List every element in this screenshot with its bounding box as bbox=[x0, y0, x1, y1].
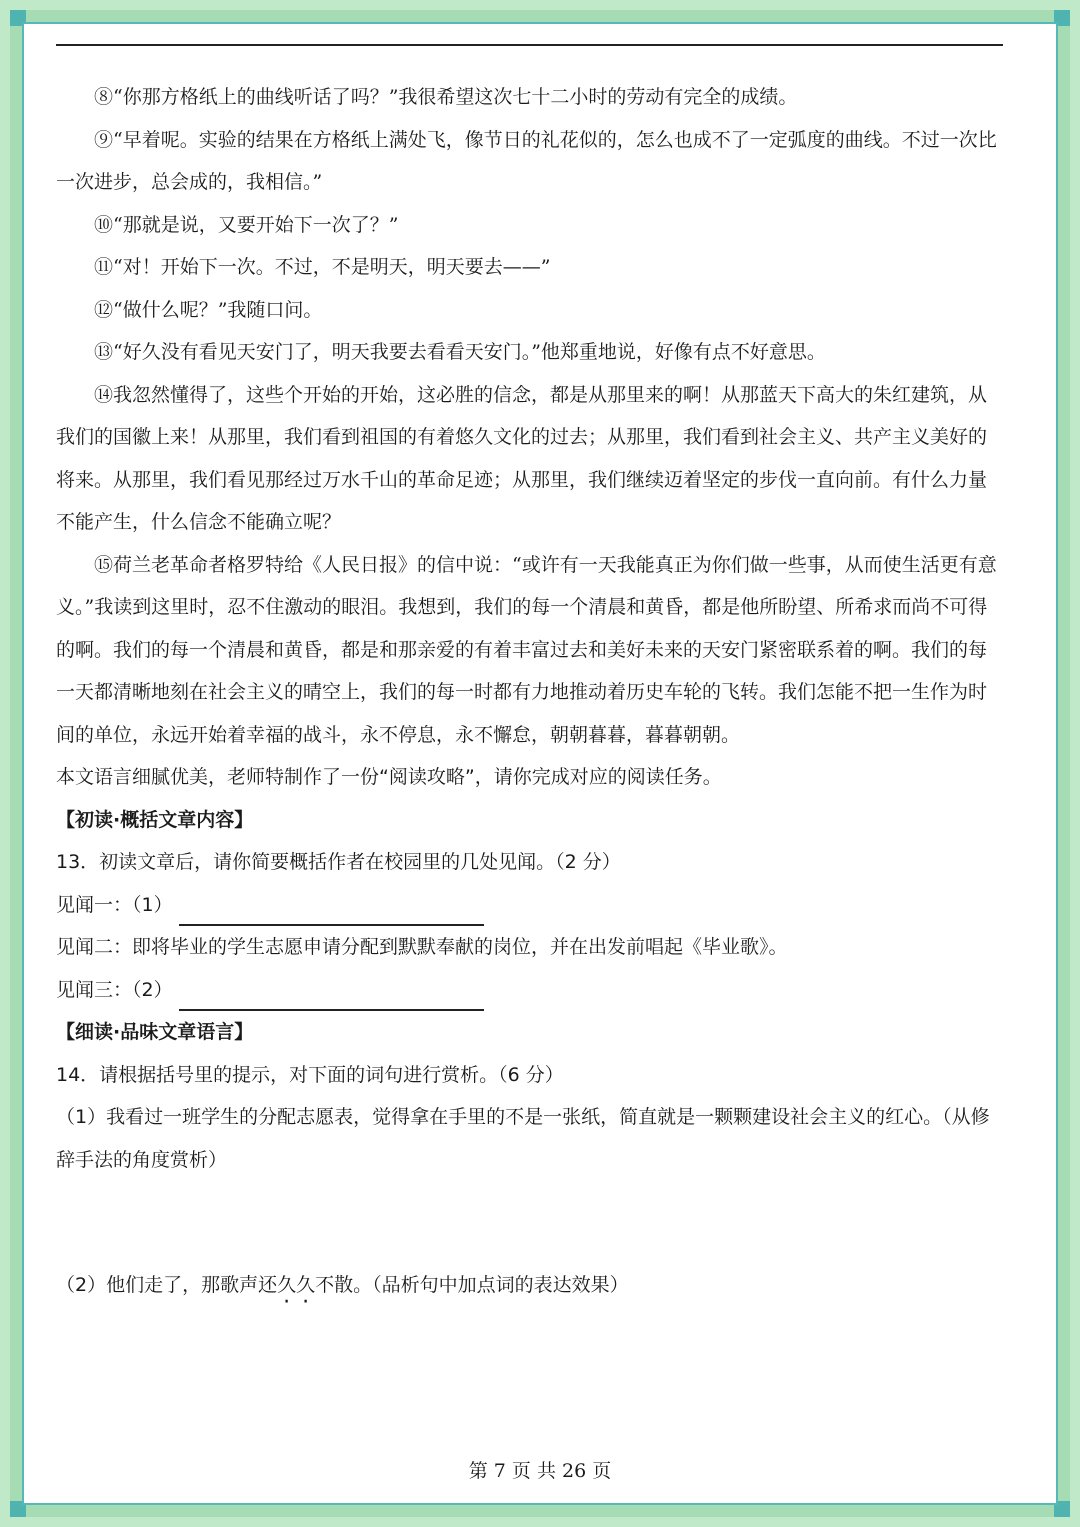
answer-item-2: 见闻二：即将毕业的学生志愿申请分配到默默奉献的岗位，并在出发前唱起《毕业歌》。 bbox=[56, 936, 788, 958]
paragraph-13: ⑬“好久没有看见天安门了，明天我要去看看天安门。”他郑重地说，好像有点不好意思。 bbox=[94, 341, 826, 363]
paragraph-10: ⑩“那就是说，又要开始下一次了？” bbox=[94, 213, 399, 236]
header-rule bbox=[56, 44, 1003, 46]
paragraph-9: ⑨“早着呢。实验的结果在方格纸上满处飞，像节日的礼花似的，怎么也成不了一定弧度的曲线。不过一次比一次进步，总会成的，我相信。” bbox=[56, 128, 997, 193]
question-14-sub-1: （1）我看过一班学生的分配志愿表，觉得拿在手里的不是一张纸，简直就是一颗颗建设社会主义的红心。（从修辞手法的角度赏析） bbox=[56, 1106, 990, 1171]
section-heading-1: 【初读·概括文章内容】 bbox=[56, 808, 254, 831]
paragraph-8: ⑧“你那方格纸上的曲线听话了吗？”我很希望这次七十二小时的劳动有完全的成绩。 bbox=[94, 86, 798, 108]
answer-blank-2[interactable] bbox=[179, 987, 484, 1011]
dotted-word-char: 久 bbox=[277, 1274, 297, 1296]
paragraph-12: ⑫“做什么呢？”我随口问。 bbox=[94, 298, 323, 321]
reading-guide-intro: 本文语言细腻优美，老师特制作了一份“阅读攻略”，请你完成对应的阅读任务。 bbox=[56, 766, 722, 788]
sub2-text-post: 不散。（品析句中加点词的表达效果） bbox=[315, 1274, 629, 1296]
paragraph-15: ⑮荷兰老革命者格罗特给《人民日报》的信中说：“或许有一天我能真正为你们做一些事，从而使生活更有意义。”我读到这里时，忍不住激动的眼泪。我想到，我们的每一个清晨和黄昏，都是他所盼望、所希求而尚不可得的啊。我们的每一个清晨和黄昏，都是和那亲爱的有着丰富过去和美好未来的天安门紧密联系着的啊。我们的每一天都清晰地刻在社会主义的晴空上，我们的每一时都有力地推动着历史车轮的飞转。我们怎能不把一生作为时间的单位，永远开始着幸福的战斗，永不停息，永不懈怠，朝朝暮暮，暮暮朝朝。 bbox=[56, 553, 997, 746]
question-13: 13．初读文章后，请你简要概括作者在校园里的几处见闻。（2 分） bbox=[56, 851, 621, 873]
section-heading-2: 【细读·品味文章语言】 bbox=[56, 1021, 254, 1043]
answer-item-3-label: 见闻三：（2） bbox=[56, 978, 173, 1001]
paragraph-11: ⑪“对！开始下一次。不过，不是明天，明天要去——” bbox=[94, 256, 551, 278]
sub2-text-pre: （2）他们走了，那歌声还 bbox=[56, 1274, 278, 1296]
answer-item-1-label: 见闻一：（1） bbox=[56, 893, 173, 916]
question-14: 14．请根据括号里的提示，对下面的词句进行赏析。（6 分） bbox=[56, 1063, 564, 1086]
page-number: 第 7 页 共 26 页 bbox=[468, 1460, 612, 1482]
paragraph-14: ⑭我忽然懂得了，这些个开始的开始，这必胜的信念，都是从那里来的啊！从那蓝天下高大的朱红建筑，从我们的国徽上来！从那里，我们看到祖国的有着悠久文化的过去；从那里，我们看到社会主义、共产主义美好的将来。从那里，我们看见那经过万水千山的革命足迹；从那里，我们继续迈着坚定的步伐一直向前。有什么力量不能产生，什么信念不能确立呢？ bbox=[56, 383, 988, 533]
document-body bbox=[56, 76, 1003, 1307]
answer-item-3 bbox=[56, 969, 1003, 1012]
question-14-sub-2 bbox=[56, 1264, 1003, 1307]
answer-item-1 bbox=[56, 884, 1003, 927]
answer-space[interactable] bbox=[56, 1181, 1003, 1264]
answer-blank-1[interactable] bbox=[179, 902, 484, 926]
dotted-word-char: 久 bbox=[296, 1274, 316, 1296]
